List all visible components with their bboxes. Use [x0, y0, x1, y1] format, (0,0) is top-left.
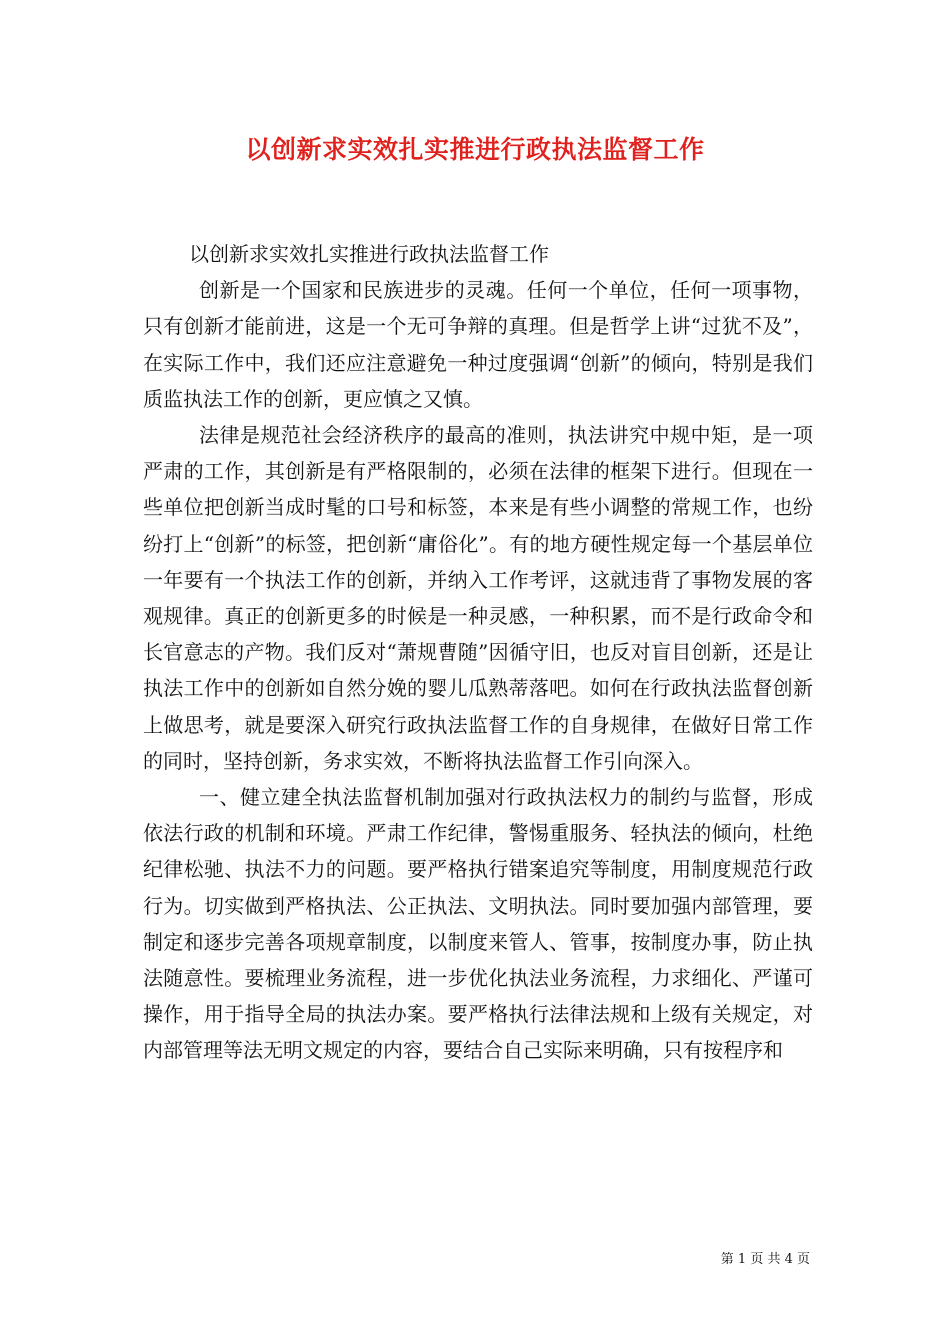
body-paragraph-1: 创新是一个国家和民族进步的灵魂。任何一个单位，任何一项事物，只有创新才能前进，这是一个无可争辩的真理。但是哲学上讲“过犹不及”，在实际工作中，我们还应注意避免一种过度强调“创新”的倾向，特别是我们质监执法工作的创新，更应慎之又慎。 [143, 278, 813, 411]
body-paragraph-3: 一、健立建全执法监督机制加强对行政执法权力的制约与监督，形成依法行政的机制和环境。严肃工作纪律，警惕重服务、轻执法的倾向，杜绝纪律松驰、执法不力的问题。要严格执行错案追究等制度，用制度规范行政行为。切实做到严格执法、公正执法、文明执法。同时要加强内部管理，要制定和逐步完善各项规章制度，以制度来管人、管事，按制度办事，防止执法随意性。要梳理业务流程，进一步优化执法业务流程，力求细化、严谨可操作，用于指导全局的执法办案。要严格执行法律法规和上级有关规定，对内部管理等法无明文规定的内容，要结合自己实际来明确，只有按程序和 [143, 785, 813, 1063]
page-title: 以创新求实效扎实推进行政执法监督工作 [245, 135, 705, 164]
document-body [143, 236, 813, 1069]
page-number-footer: 第 1 页 共 4 页 [720, 1252, 810, 1267]
document-subtitle: 以创新求实效扎实推进行政执法监督工作 [189, 242, 549, 266]
body-paragraph-2: 法律是规范社会经济秩序的最高的准则，执法讲究中规中矩，是一项严肃的工作，其创新是有严格限制的，必须在法律的框架下进行。但现在一些单位把创新当成时髦的口号和标签，本来是有些小调整的常规工作，也纷纷打上“创新”的标签，把创新“庸俗化”。有的地方硬性规定每一个基层单位一年要有一个执法工作的创新，并纳入工作考评，这就违背了事物发展的客观规律。真正的创新更多的时候是一种灵感，一种积累，而不是行政命令和长官意志的产物。我们反对“萧规曹随”因循守旧，也反对盲目创新，还是让执法工作中的创新如自然分娩的婴儿瓜熟蒂落吧。如何在行政执法监督创新上做思考，就是要深入研究行政执法监督工作的自身规律，在做好日常工作的同时，坚持创新，务求实效，不断将执法监督工作引向深入。 [143, 423, 813, 773]
